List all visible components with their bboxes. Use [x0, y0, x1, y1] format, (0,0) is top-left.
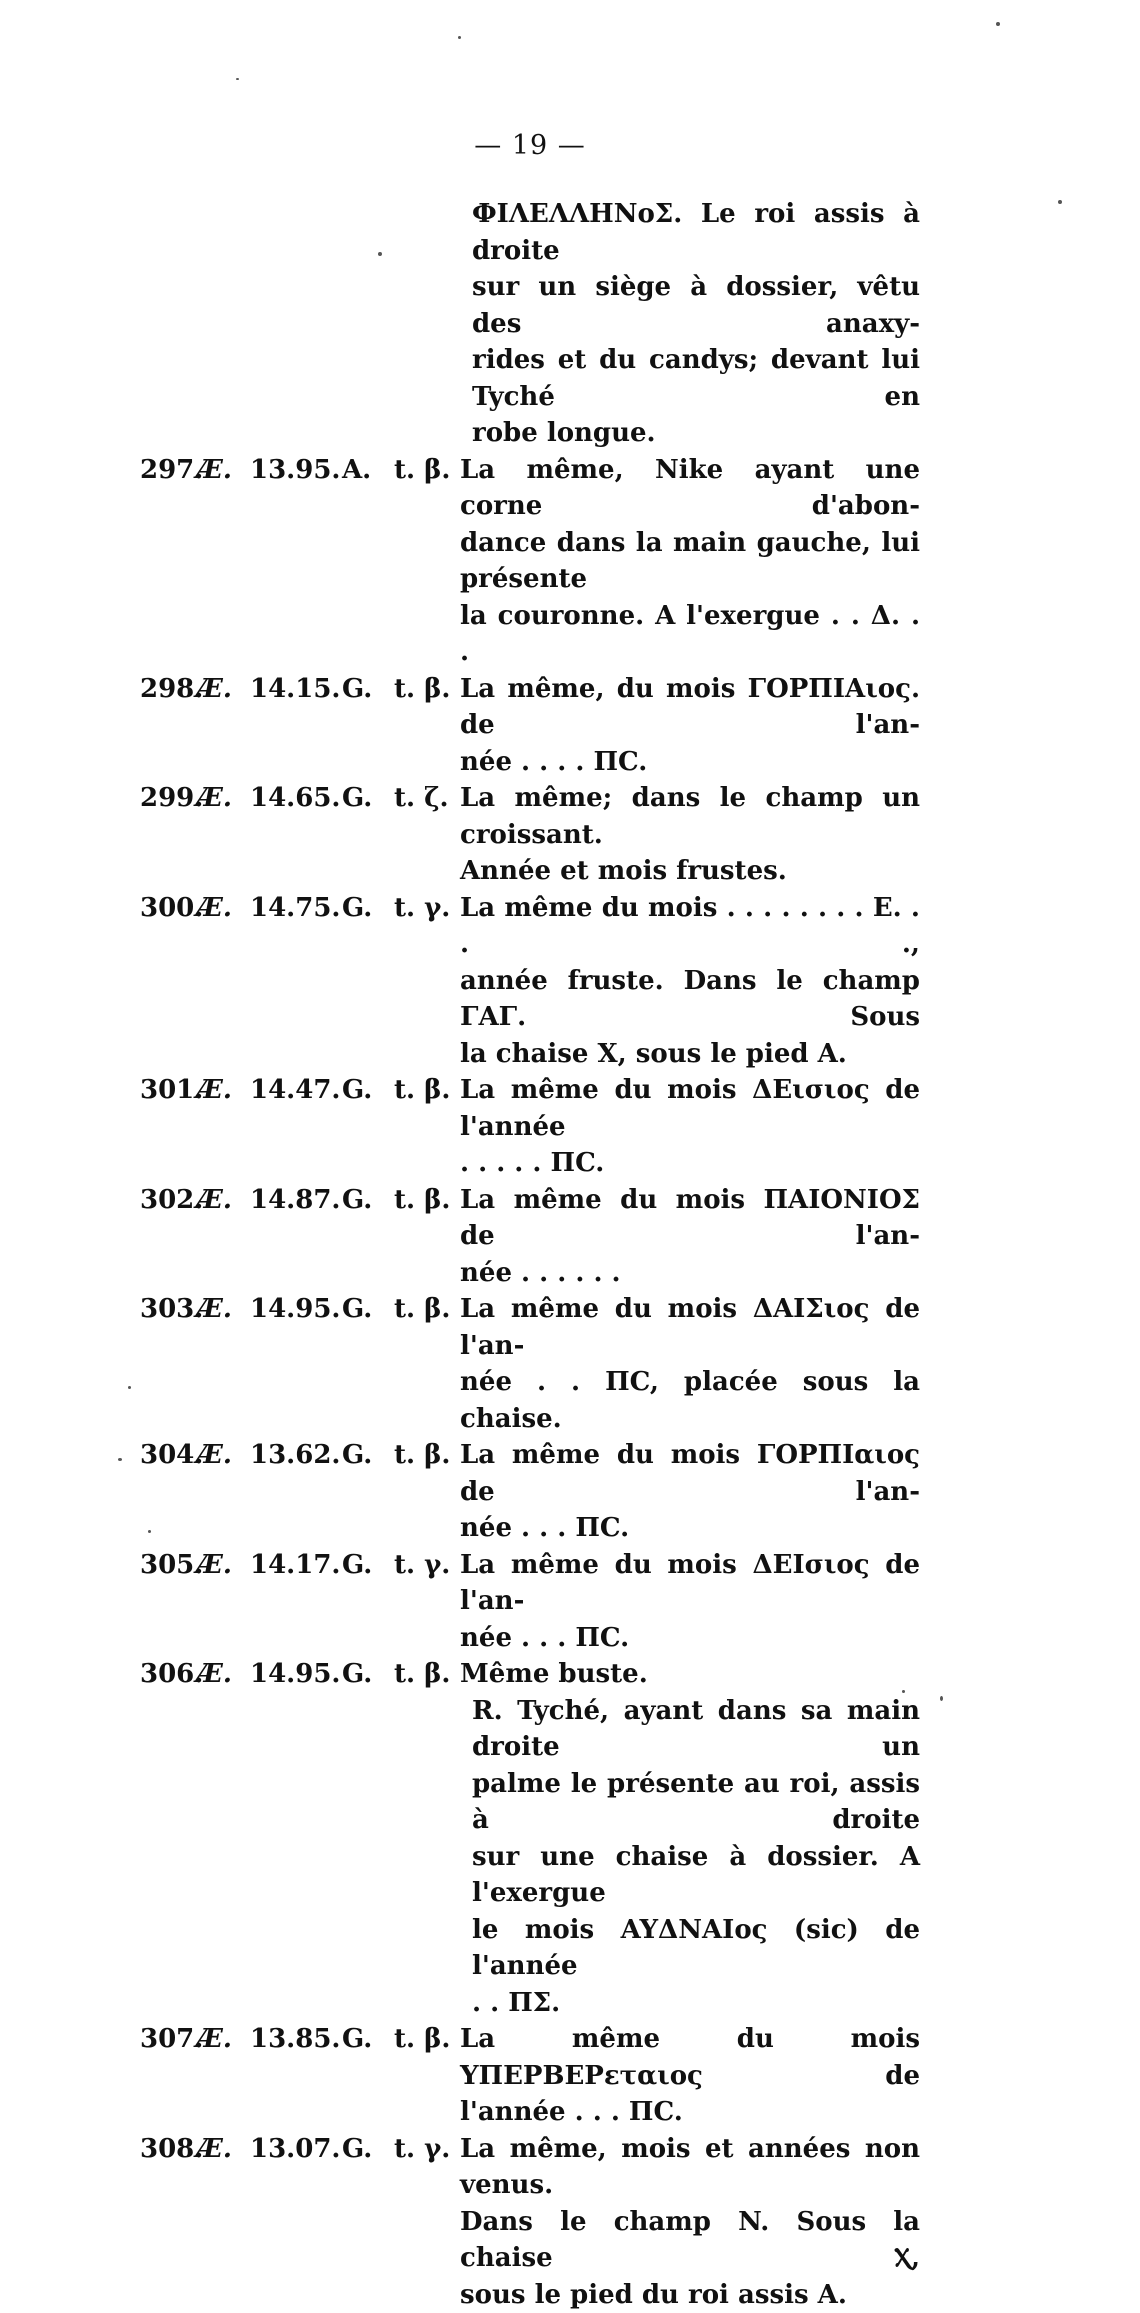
reverse-description-306: [472, 1693, 920, 2022]
entries-list: [140, 2021, 920, 2313]
entry-metal: Æ.: [196, 1656, 250, 1693]
entry-weight: 13.62.: [250, 1437, 342, 1474]
entry-grade: G.: [342, 2131, 394, 2168]
entry-number: 298.: [140, 671, 196, 708]
entry-weight: 14.65.: [250, 780, 342, 817]
entry-weight: 14.75.: [250, 890, 342, 927]
entries-list: [140, 452, 920, 1693]
entry-number: 305.: [140, 1547, 196, 1584]
entry-description: [460, 1072, 920, 1182]
text-line: rides et du candys; devant lui Tyché en: [472, 342, 920, 415]
entry-description: [460, 671, 920, 781]
entry-weight: 13.07.: [250, 2131, 342, 2168]
text-line: la couronne. A l'exergue . . Δ. . .: [460, 598, 920, 671]
text-line: La même du mois YΠEPBEPεταιος de: [460, 2021, 920, 2094]
entry-description: [460, 2021, 920, 2131]
text-line: Année et mois frustes.: [460, 853, 920, 890]
catalogue-entry: [140, 780, 920, 890]
entry-weight: 14.15.: [250, 671, 342, 708]
entry-weight: 14.47.: [250, 1072, 342, 1109]
entry-description: [460, 1291, 920, 1437]
text-line: ФIΛEΛΛHNoΣ. Le roi assis à droite: [472, 196, 920, 269]
entry-condition: t. β.: [394, 1656, 460, 1693]
entry-condition: t. γ.: [394, 890, 460, 927]
text-line: sur un siège à dossier, vêtu des anaxy-: [472, 269, 920, 342]
entry-number: 307.: [140, 2021, 196, 2058]
entry-metal: Æ.: [196, 780, 250, 817]
entry-metal: Æ.: [196, 1291, 250, 1328]
text-line: La même, Nike ayant une corne d'abon-: [460, 452, 920, 525]
entry-description: [460, 1437, 920, 1547]
catalogue-entry: [140, 1656, 920, 1693]
page-number: — 19 —: [0, 130, 1060, 161]
entry-metal: Æ.: [196, 452, 250, 489]
entry-grade: G.: [342, 1182, 394, 1219]
entry-metal: Æ.: [196, 1182, 250, 1219]
entry-condition: t. γ.: [394, 1547, 460, 1584]
entry-condition: t. β.: [394, 452, 460, 489]
catalogue-entry: [140, 1291, 920, 1437]
entry-condition: t. γ.: [394, 2131, 460, 2168]
catalogue-entry: [140, 2131, 920, 2313]
text-line: La même du mois ΔEIσιος de l'an-: [460, 1547, 920, 1620]
entry-weight: 14.17.: [250, 1547, 342, 1584]
entry-condition: t. β.: [394, 2021, 460, 2058]
entry-weight: 13.85.: [250, 2021, 342, 2058]
entry-weight: 14.95.: [250, 1656, 342, 1693]
entry-grade: G.: [342, 1291, 394, 1328]
entry-grade: A.: [342, 452, 394, 489]
text-line: robe longue.: [472, 415, 920, 452]
entry-number: 303.: [140, 1291, 196, 1328]
entry-metal: Æ.: [196, 890, 250, 927]
entry-metal: Æ.: [196, 2131, 250, 2168]
entry-condition: t. β.: [394, 1291, 460, 1328]
catalogue-entry: [140, 1182, 920, 1292]
catalogue-text: [140, 196, 920, 2313]
entry-metal: Æ.: [196, 2021, 250, 2058]
entry-description: [460, 890, 920, 1073]
text-line: Dans le champ N. Sous la chaise Ⲭ,: [460, 2204, 920, 2277]
catalogue-entry: [140, 2021, 920, 2131]
scan-speck: [1058, 200, 1062, 204]
catalogue-entry: [140, 890, 920, 1073]
text-line: la chaise Χ, sous le pied A.: [460, 1036, 920, 1073]
scan-speck: [458, 36, 461, 39]
text-line: La même du mois ΓOPΠIαιος de l'an-: [460, 1437, 920, 1510]
entry-number: 306.: [140, 1656, 196, 1693]
catalogue-entry: [140, 1547, 920, 1657]
entry-number: 300.: [140, 890, 196, 927]
scan-speck: [118, 1458, 122, 1461]
entry-number: 297.: [140, 452, 196, 489]
text-line: l'année . . . ΠC.: [460, 2094, 920, 2131]
text-line: née . . . . . .: [460, 1255, 920, 1292]
intro-paragraph: [472, 196, 920, 452]
text-line: sur une chaise à dossier. A l'exergue: [472, 1839, 920, 1912]
catalogue-entry: [140, 1072, 920, 1182]
scan-speck: [902, 1690, 905, 1693]
entry-grade: G.: [342, 1656, 394, 1693]
scan-speck: [236, 78, 239, 80]
entry-grade: G.: [342, 890, 394, 927]
scan-speck: [148, 1530, 151, 1533]
scan-speck: [996, 22, 1000, 26]
text-line: Même buste.: [460, 1656, 920, 1693]
text-line: née . . . . ΠC.: [460, 744, 920, 781]
entry-grade: G.: [342, 1547, 394, 1584]
entry-description: [460, 1547, 920, 1657]
text-line: née . . . ΠC.: [460, 1620, 920, 1657]
text-line: . . ΠΣ.: [472, 1985, 920, 2022]
text-line: le mois AYΔNAIος (sic) de l'année: [472, 1912, 920, 1985]
entry-weight: 14.87.: [250, 1182, 342, 1219]
text-line: La même, mois et années non venus.: [460, 2131, 920, 2204]
text-line: La même du mois . . . . . . . . E. . . .,: [460, 890, 920, 963]
entry-description: [460, 1182, 920, 1292]
text-line: R. Tyché, ayant dans sa main droite un: [472, 1693, 920, 1766]
text-line: sous le pied du roi assis A.: [460, 2277, 920, 2313]
entry-weight: 13.95.: [250, 452, 342, 489]
catalogue-entry: [140, 1437, 920, 1547]
text-line: née . . . ΠC.: [460, 1510, 920, 1547]
text-line: dance dans la main gauche, lui présente: [460, 525, 920, 598]
entry-number: 299.: [140, 780, 196, 817]
entry-condition: t. β.: [394, 1072, 460, 1109]
scan-speck: [940, 1696, 943, 1701]
entry-metal: Æ.: [196, 1437, 250, 1474]
entry-metal: Æ.: [196, 671, 250, 708]
entry-grade: G.: [342, 2021, 394, 2058]
entry-weight: 14.95.: [250, 1291, 342, 1328]
text-line: La même du mois ΠAIONIOΣ de l'an-: [460, 1182, 920, 1255]
entry-grade: G.: [342, 1072, 394, 1109]
text-line: année fruste. Dans le champ ΓΑΓ. Sous: [460, 963, 920, 1036]
entry-number: 301.: [140, 1072, 196, 1109]
entry-description: [460, 1656, 920, 1693]
entry-description: [460, 780, 920, 890]
text-line: La même du mois ΔEισιος de l'année: [460, 1072, 920, 1145]
entry-condition: t. β.: [394, 1182, 460, 1219]
entry-description: [460, 2131, 920, 2313]
entry-metal: Æ.: [196, 1547, 250, 1584]
catalogue-entry: [140, 452, 920, 671]
scan-speck: [378, 252, 382, 256]
entry-grade: G.: [342, 780, 394, 817]
entry-grade: G.: [342, 1437, 394, 1474]
text-line: La même; dans le champ un croissant.: [460, 780, 920, 853]
text-line: palme le présente au roi, assis à droite: [472, 1766, 920, 1839]
text-line: La même du mois ΔAIΣιος de l'an-: [460, 1291, 920, 1364]
entry-condition: t. ζ.: [394, 780, 460, 817]
entry-number: 308.: [140, 2131, 196, 2168]
entry-description: [460, 452, 920, 671]
entry-condition: t. β.: [394, 1437, 460, 1474]
entry-grade: G.: [342, 671, 394, 708]
entry-number: 302.: [140, 1182, 196, 1219]
entry-number: 304.: [140, 1437, 196, 1474]
entry-condition: t. β.: [394, 671, 460, 708]
entry-metal: Æ.: [196, 1072, 250, 1109]
scan-speck: [128, 1386, 131, 1389]
catalogue-entry: [140, 671, 920, 781]
text-line: . . . . . ΠC.: [460, 1145, 920, 1182]
text-line: née . . ΠC, placée sous la chaise.: [460, 1364, 920, 1437]
text-line: La même, du mois ΓOPΠIAιος. de l'an-: [460, 671, 920, 744]
